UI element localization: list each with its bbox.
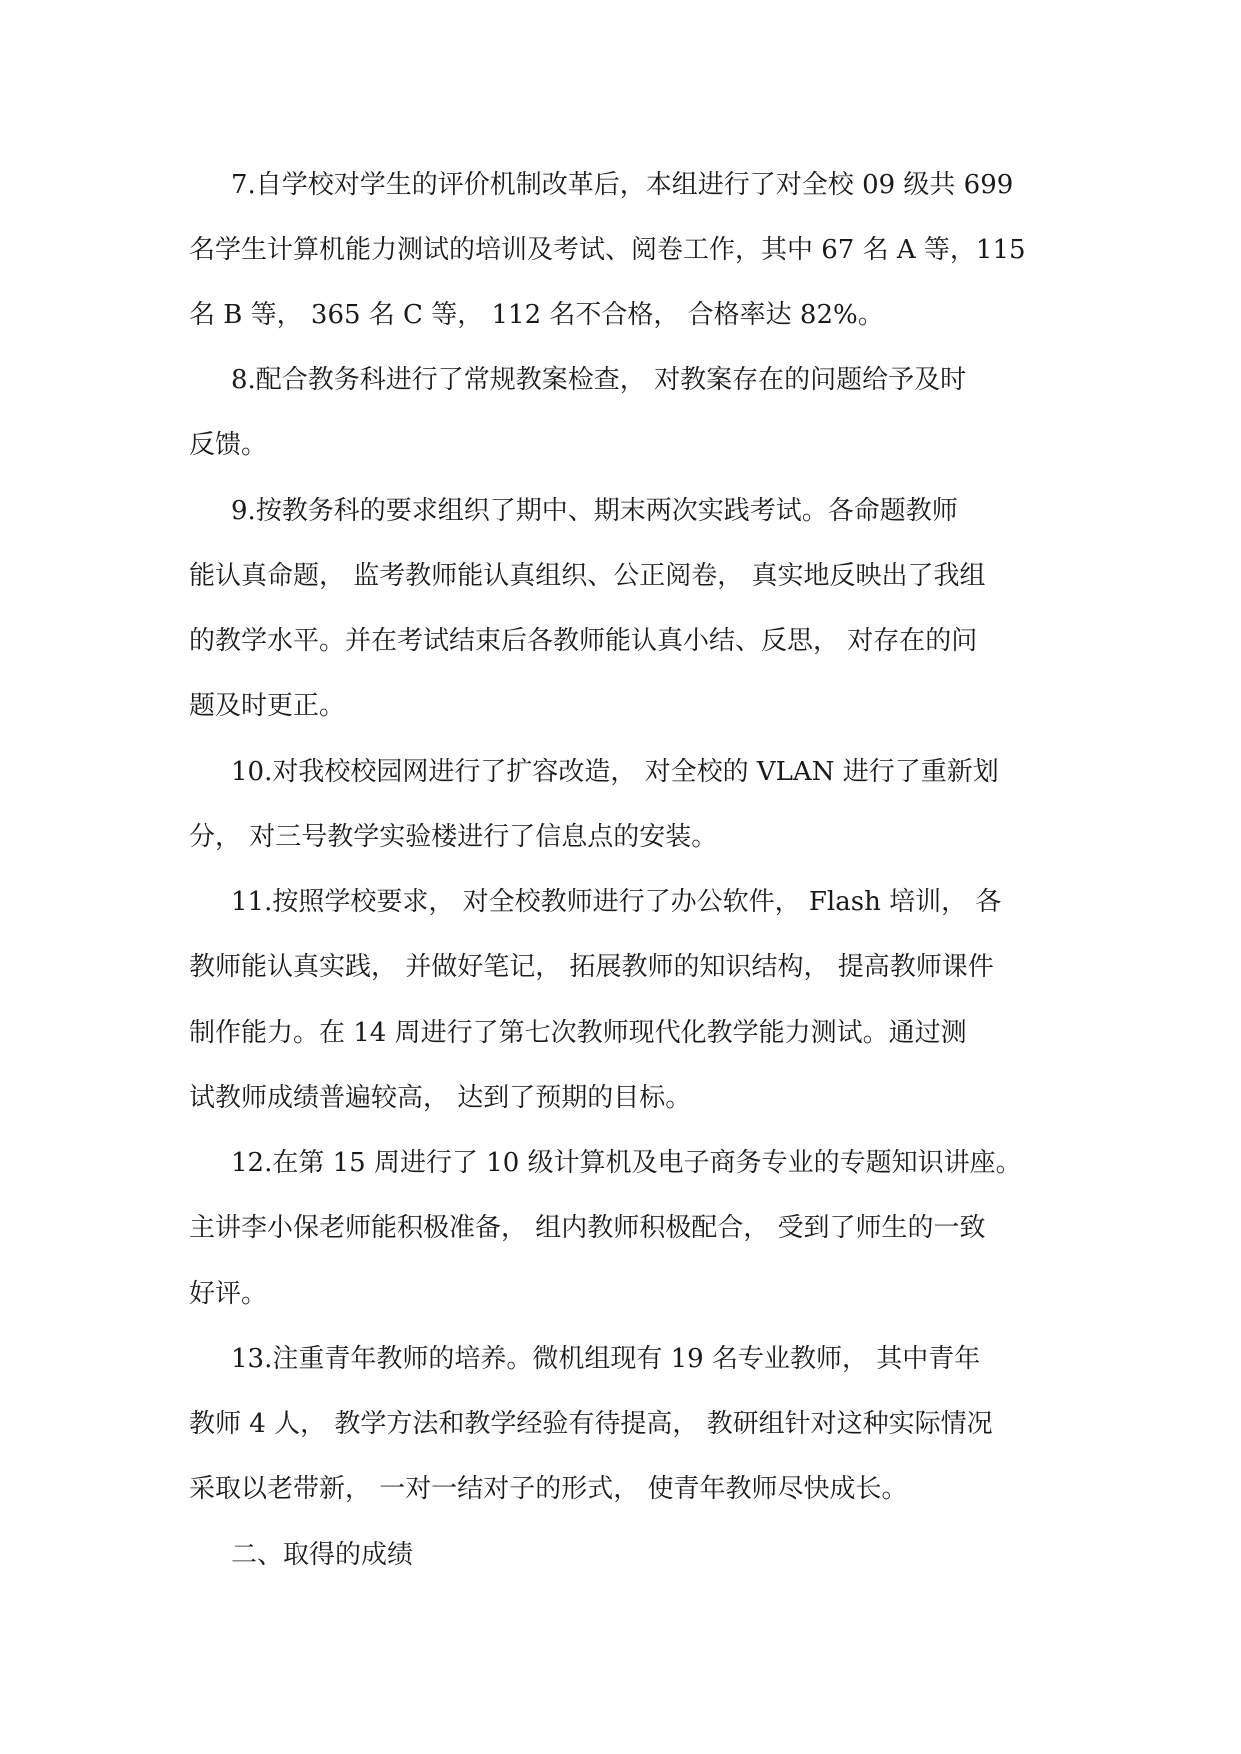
text-line: 分， 对三号教学实验楼进行了信息点的安装。 — [189, 822, 718, 852]
text-line: 教师 4 人， 教学方法和教学经验有待提高， 教研组针对这种实际情况 — [189, 1409, 993, 1439]
text-line: 名 B 等， 365 名 C 等， 112 名不合格， 合格率达 82%。 — [189, 300, 884, 330]
section-heading: 二、取得的成绩 — [231, 1540, 414, 1570]
text-line: 反馈。 — [189, 430, 268, 460]
text-line: 试教师成绩普遍较高， 达到了预期的目标。 — [189, 1083, 692, 1113]
text-line: 7.自学校对学生的评价机制改革后，本组进行了对全校 09 级共 699 — [231, 170, 1014, 200]
text-line: 的教学水平。并在考试结束后各教师能认真小结、反思， 对存在的问 — [189, 626, 978, 656]
text-line: 主讲李小保老师能积极准备， 组内教师积极配合， 受到了师生的一致 — [189, 1213, 986, 1243]
text-line: 制作能力。在 14 周进行了第七次教师现代化教学能力测试。通过测 — [189, 1018, 967, 1048]
text-line: 题及时更正。 — [189, 691, 346, 721]
text-line: 教师能认真实践， 并做好笔记， 拓展教师的知识结构， 提高教师课件 — [189, 952, 994, 982]
text-line: 能认真命题， 监考教师能认真组织、公正阅卷， 真实地反映出了我组 — [189, 561, 986, 591]
text-line: 13.注重青年教师的培养。微机组现有 19 名专业教师， 其中青年 — [231, 1344, 981, 1374]
text-line: 名学生计算机能力测试的培训及考试、阅卷工作，其中 67 名 A 等，115 — [189, 235, 1026, 265]
text-line: 10.对我校校园网进行了扩容改造， 对全校的 VLAN 进行了重新划 — [231, 757, 999, 787]
text-line: 9.按教务科的要求组织了期中、期末两次实践考试。各命题教师 — [231, 496, 958, 526]
text-line: 好评。 — [189, 1279, 268, 1309]
text-line: 11.按照学校要求， 对全校教师进行了办公软件， Flash 培训， 各 — [231, 887, 1002, 917]
text-line: 12.在第 15 周进行了 10 级计算机及电子商务专业的专题知识讲座。 — [231, 1148, 1022, 1178]
text-line: 采取以老带新， 一对一结对子的形式， 使青年教师尽快成长。 — [189, 1474, 908, 1504]
text-line: 8.配合教务科进行了常规教案检查， 对教案存在的问题给予及时 — [231, 365, 967, 395]
